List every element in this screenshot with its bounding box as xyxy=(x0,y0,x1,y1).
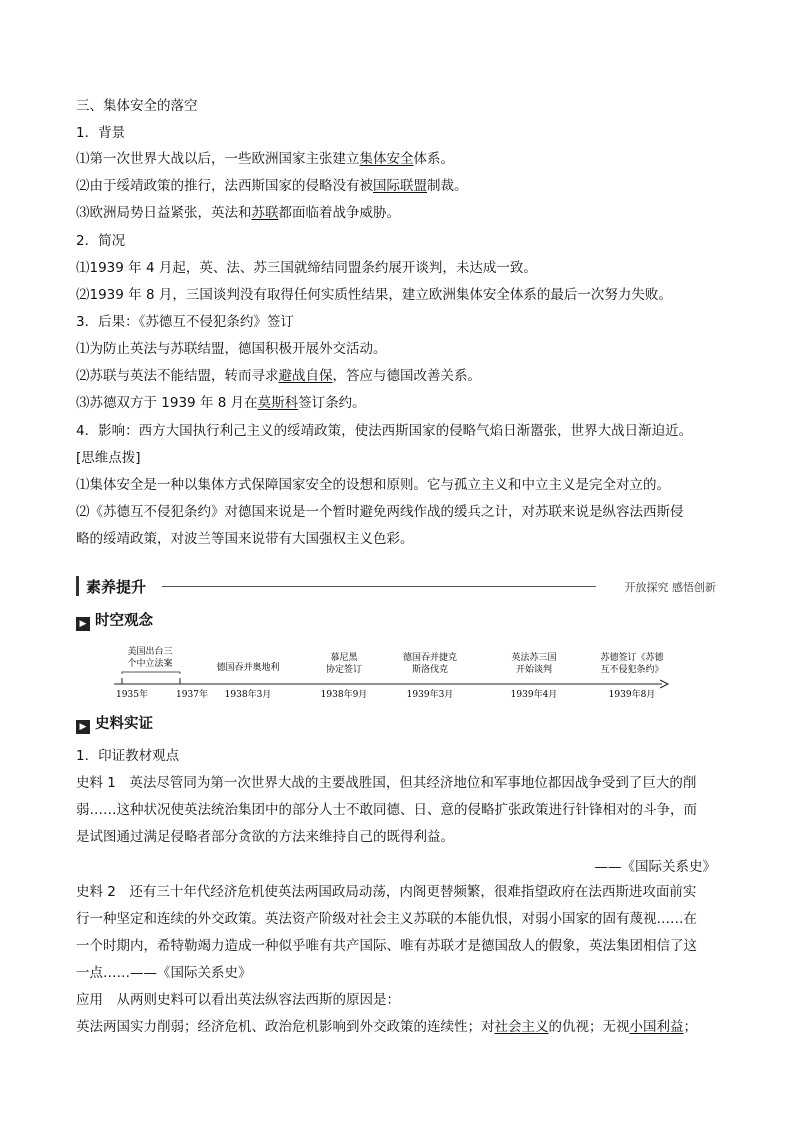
timeline-date-1b: 1937年 xyxy=(176,690,208,700)
application-answer: 英法两国实力削弱；经济危机、政治危机影响到外交政策的连续性；对社会主义的仇视；无视小国利益； xyxy=(76,1019,697,1035)
timeline-diagram xyxy=(112,642,672,704)
material-2-line-1: 史料 2 还有三十年代经济危机使英法两国政局动荡，内阁更替频繁，很难指望政府在法西斯进攻面前实 xyxy=(76,884,697,900)
thinking-tip-title: [思维点拨] xyxy=(76,450,141,466)
thinking-tip-2b: 略的绥靖政策，对波兰等国来说带有大国强权主义色彩。 xyxy=(76,531,414,547)
material-2-line-3: 一个时期内，希特勒竭力造成一种似乎唯有共产国际、唯有苏联才是德国敌人的假象，英法集团相信了这 xyxy=(76,938,697,954)
subheading-consequence: 3．后果：《苏德互不侵犯条约》签订 xyxy=(76,314,294,330)
background-item-2: ⑵由于绥靖政策的推行，法西斯国家的侵略没有被国际联盟制裁。 xyxy=(76,178,468,194)
timeline-label-6a: 苏德签订《苏德 xyxy=(600,653,664,663)
timeline-label-6b: 互不侵犯条约》 xyxy=(600,665,664,675)
timeline-bracket xyxy=(122,672,180,674)
subheading-background: 1．背景 xyxy=(76,125,126,141)
timeline-label-1b: 个中立法案 xyxy=(127,659,173,669)
material-1-line-3: 是试图通过满足侵略者部分贪欲的方法来维持自己的既得利益。 xyxy=(76,829,454,845)
background-item-3: ⑶欧洲局势日益紧张，英法和苏联都面临着战争威胁。 xyxy=(76,205,400,221)
banner-accent-bar xyxy=(76,576,79,596)
consequence-item-3: ⑶苏德双方于 1939 年 8 月在莫斯科签订条约。 xyxy=(76,395,366,411)
section-heading: 三、集体安全的落空 xyxy=(76,98,198,114)
timeline-label-5b: 开始谈判 xyxy=(515,665,553,675)
evidence-subheading: 1．印证教材观点 xyxy=(76,748,180,764)
timeline-label-3b: 协定签订 xyxy=(325,665,363,675)
timeline-date-5: 1939年4月 xyxy=(510,690,558,700)
timeline-date-1a: 1935年 xyxy=(116,690,148,700)
background-item-1: ⑴第一次世界大战以后，一些欧洲国家主张建立集体安全体系。 xyxy=(76,151,454,167)
timeline-label-4a: 德国吞并捷克 xyxy=(402,653,458,663)
play-triangle-icon: ▶ xyxy=(76,617,90,631)
timeline-date-6: 1939年8月 xyxy=(608,690,656,700)
application-prompt: 应用 从两则史料可以看出英法纵容法西斯的原因是： xyxy=(76,992,400,1008)
timeline-label-5a: 英法苏三国 xyxy=(511,653,557,663)
impact-line: 4．影响：西方大国执行利己主义的绥靖政策，使法西斯国家的侵略气焰日渐嚣张，世界大战日渐迫近。 xyxy=(76,423,693,439)
timeline-label-3a: 慕尼黑 xyxy=(330,653,358,663)
consequence-item-2: ⑵苏联与英法不能结盟，转而寻求避战自保，答应与德国改善关系。 xyxy=(76,368,481,384)
material-2-line-4: 一点……——《国际关系史》 xyxy=(76,965,252,981)
banner-title: 素养提升 xyxy=(86,578,147,596)
timeline-date-2: 1938年3月 xyxy=(224,690,272,700)
play-triangle-icon: ▶ xyxy=(76,720,90,734)
thinking-tip-2a: ⑵《苏德互不侵犯条约》对德国来说是一个暂时避免两线作战的缓兵之计，对苏联来说是纵容法西斯侵 xyxy=(76,504,684,520)
material-2-line-2: 行一种坚定和连续的外交政策。英法资产阶级对社会主义苏联的本能仇恨，对弱小国家的固有蔑视……在 xyxy=(76,911,697,927)
timeline-date-3: 1938年9月 xyxy=(320,690,368,700)
material-1-source: ——《国际关系史》 xyxy=(594,859,716,875)
situation-item-1: ⑴1939 年 4 月起，英、法、苏三国就缔结同盟条约展开谈判，未达成一致。 xyxy=(76,260,537,276)
timeline-label-4b: 斯洛伐克 xyxy=(411,665,449,675)
timeline-label-2: 德国吞并奥地利 xyxy=(216,663,280,673)
history-heading: ▶ 史料实证 xyxy=(76,712,153,734)
material-1-line-1: 史料 1 英法尽管同为第一次世界大战的主要战胜国，但其经济地位和军事地位都因战争受到了巨大的削 xyxy=(76,775,697,791)
situation-item-2: ⑵1939 年 8 月，三国谈判没有取得任何实质性结果，建立欧洲集体安全体系的最后一次努力失败。 xyxy=(76,287,672,303)
section-banner xyxy=(76,574,716,598)
subheading-situation: 2．简况 xyxy=(76,233,126,249)
spacetime-heading: ▶ 时空观念 xyxy=(76,609,153,631)
timeline-date-4: 1939年3月 xyxy=(406,690,454,700)
banner-rule xyxy=(162,586,596,587)
consequence-item-1: ⑴为防止英法与苏联结盟，德国积极开展外交活动。 xyxy=(76,341,387,357)
timeline-label-1a: 美国出台三 xyxy=(127,647,173,657)
thinking-tip-1: ⑴集体安全是一种以集体方式保障国家安全的设想和原则。它与孤立主义和中立主义是完全对立的。 xyxy=(76,477,670,493)
material-1-line-2: 弱……这种状况使英法统治集团中的部分人士不敢同德、日、意的侵略扩张政策进行针锋相对的斗争，而 xyxy=(76,802,697,818)
banner-subtitle: 开放探究 感悟创新 xyxy=(624,581,716,594)
